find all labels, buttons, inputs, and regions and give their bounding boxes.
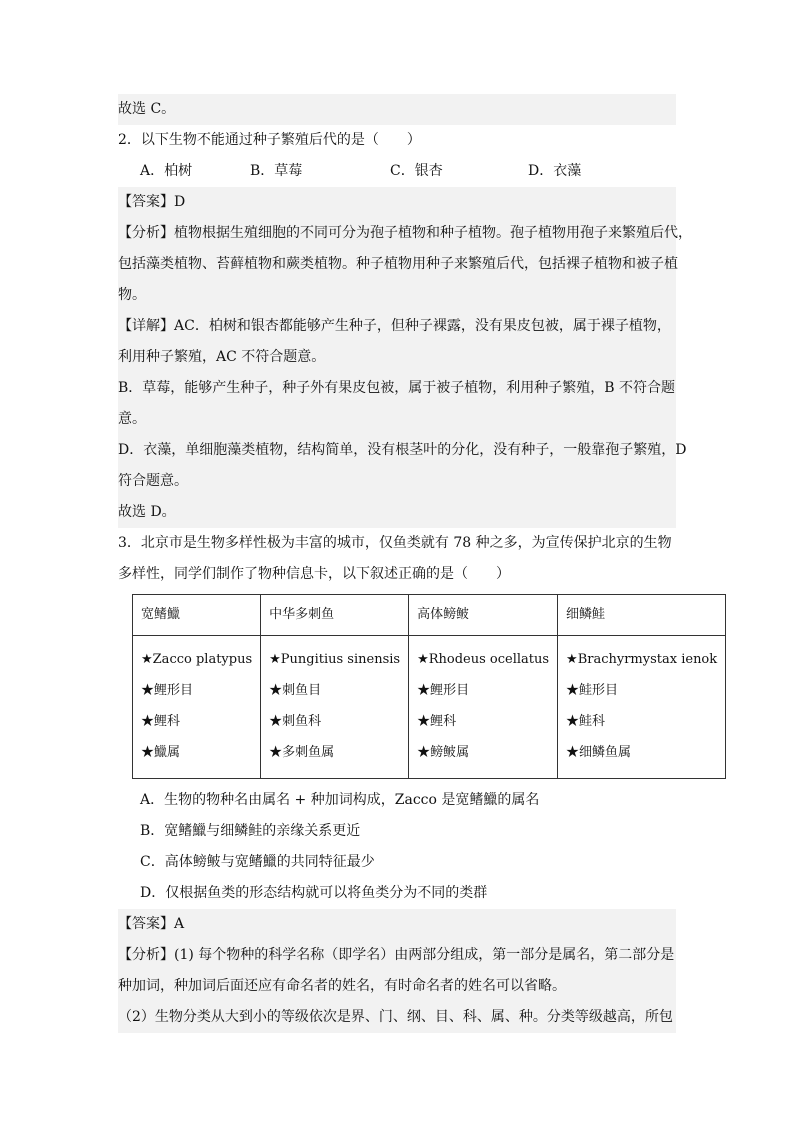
q3-option-a: A．生物的物种名由属名 + 种加词构成，Zacco 是宽鳍鱲的属名 <box>140 792 540 808</box>
order: ★鲤形目 <box>417 683 470 698</box>
q2-detail-line: B．草莓，能够产生种子，种子外有果皮包被，属于被子植物，利用种子繁殖，B 不符合题 <box>118 373 676 404</box>
q3-analysis-line: 种加词，种加词后面还应有命名者的姓名，有时命名者的姓名可以省略。 <box>118 971 676 1002</box>
order: ★鲤形目 <box>141 683 194 698</box>
family: ★鲤科 <box>417 714 457 729</box>
q2-analysis-line: 包括藻类植物、苔藓植物和蕨类植物。种子植物用种子来繁殖后代，包括裸子植物和被子植 <box>118 249 676 280</box>
q3-stem-line: 多样性，同学们制作了物种信息卡，以下叙述正确的是（ ） <box>118 566 510 582</box>
q2-analysis-line: 【分析】植物根据生殖细胞的不同可分为孢子植物和种子植物。孢子植物用孢子来繁殖后代， <box>118 218 676 249</box>
table-header-cell: 高体鳑鲏 <box>409 595 558 636</box>
q2-detail-line: 符合题意。 <box>118 466 676 497</box>
q1-conclusion: 故选 C。 <box>118 94 676 125</box>
q2-options <box>118 156 676 187</box>
genus: ★鳑鲏属 <box>417 745 470 760</box>
table-header-cell: 宽鳍鱲 <box>133 595 261 636</box>
q2-stem: 2．以下生物不能通过种子繁殖后代的是（ ） <box>118 132 421 148</box>
q2-detail-line: D．衣藻，单细胞藻类植物，结构简单，没有根茎叶的分化，没有种子，一般靠孢子繁殖，D <box>118 435 676 466</box>
order: ★刺鱼目 <box>269 683 322 698</box>
document-page <box>118 94 718 1033</box>
q3-analysis-line: 【分析】(1) 每个物种的科学名称（即学名）由两部分组成，第一部分是属名，第二部分是 <box>118 940 676 971</box>
family: ★鲑科 <box>566 714 606 729</box>
family: ★刺鱼科 <box>269 714 322 729</box>
scientific-name: ★Brachyrmystax ienok <box>566 652 718 667</box>
scientific-name: ★Pungitius sinensis <box>269 652 401 667</box>
q2-detail-line: 意。 <box>118 404 676 435</box>
q2-detail-line: 利用种子繁殖，AC 不符合题意。 <box>118 342 676 373</box>
q3-answer: 【答案】A <box>118 909 676 940</box>
species-card-rhodeus <box>409 636 558 779</box>
genus: ★鱲属 <box>141 745 181 760</box>
species-card-pungitius <box>261 636 409 779</box>
q2-detail-line: 【详解】AC．柏树和银杏都能够产生种子，但种子裸露，没有果皮包被，属于裸子植物， <box>118 311 676 342</box>
q2-option-d: D．衣藻 <box>528 163 582 179</box>
species-card-brachymystax <box>558 636 726 779</box>
q3-option-d: D．仅根据鱼类的形态结构就可以将鱼类分为不同的类群 <box>140 885 488 901</box>
q2-option-c: C．银杏 <box>390 163 443 179</box>
q2-option-a: A．柏树 <box>140 163 193 179</box>
q3-option-c: C．高体鳑鲏与宽鳍鱲的共同特征最少 <box>140 854 375 870</box>
q2-conclusion: 故选 D。 <box>118 497 676 528</box>
q2-answer: 【答案】D <box>118 187 676 218</box>
species-info-table <box>132 594 726 779</box>
genus: ★多刺鱼属 <box>269 745 335 760</box>
family: ★鲤科 <box>141 714 181 729</box>
order: ★鲑形目 <box>566 683 619 698</box>
q2-analysis-line: 物。 <box>118 280 676 311</box>
q3-analysis-line: （2）生物分类从大到小的等级依次是界、门、纲、目、科、属、种。分类等级越高，所包 <box>118 1002 676 1033</box>
genus: ★细鳞鱼属 <box>566 745 632 760</box>
q3-option-b: B．宽鳍鱲与细鳞鲑的亲缘关系更近 <box>140 823 361 839</box>
table-header-cell: 细鳞鲑 <box>558 595 726 636</box>
table-header-cell: 中华多刺鱼 <box>261 595 409 636</box>
q2-option-b: B．草莓 <box>250 163 303 179</box>
scientific-name: ★Zacco platypus <box>141 652 253 667</box>
q3-stem-line: 3．北京市是生物多样性极为丰富的城市，仅鱼类就有 78 种之多，为宣传保护北京的生物 <box>118 535 672 551</box>
scientific-name: ★Rhodeus ocellatus <box>417 652 550 667</box>
species-card-zacco <box>133 636 261 779</box>
